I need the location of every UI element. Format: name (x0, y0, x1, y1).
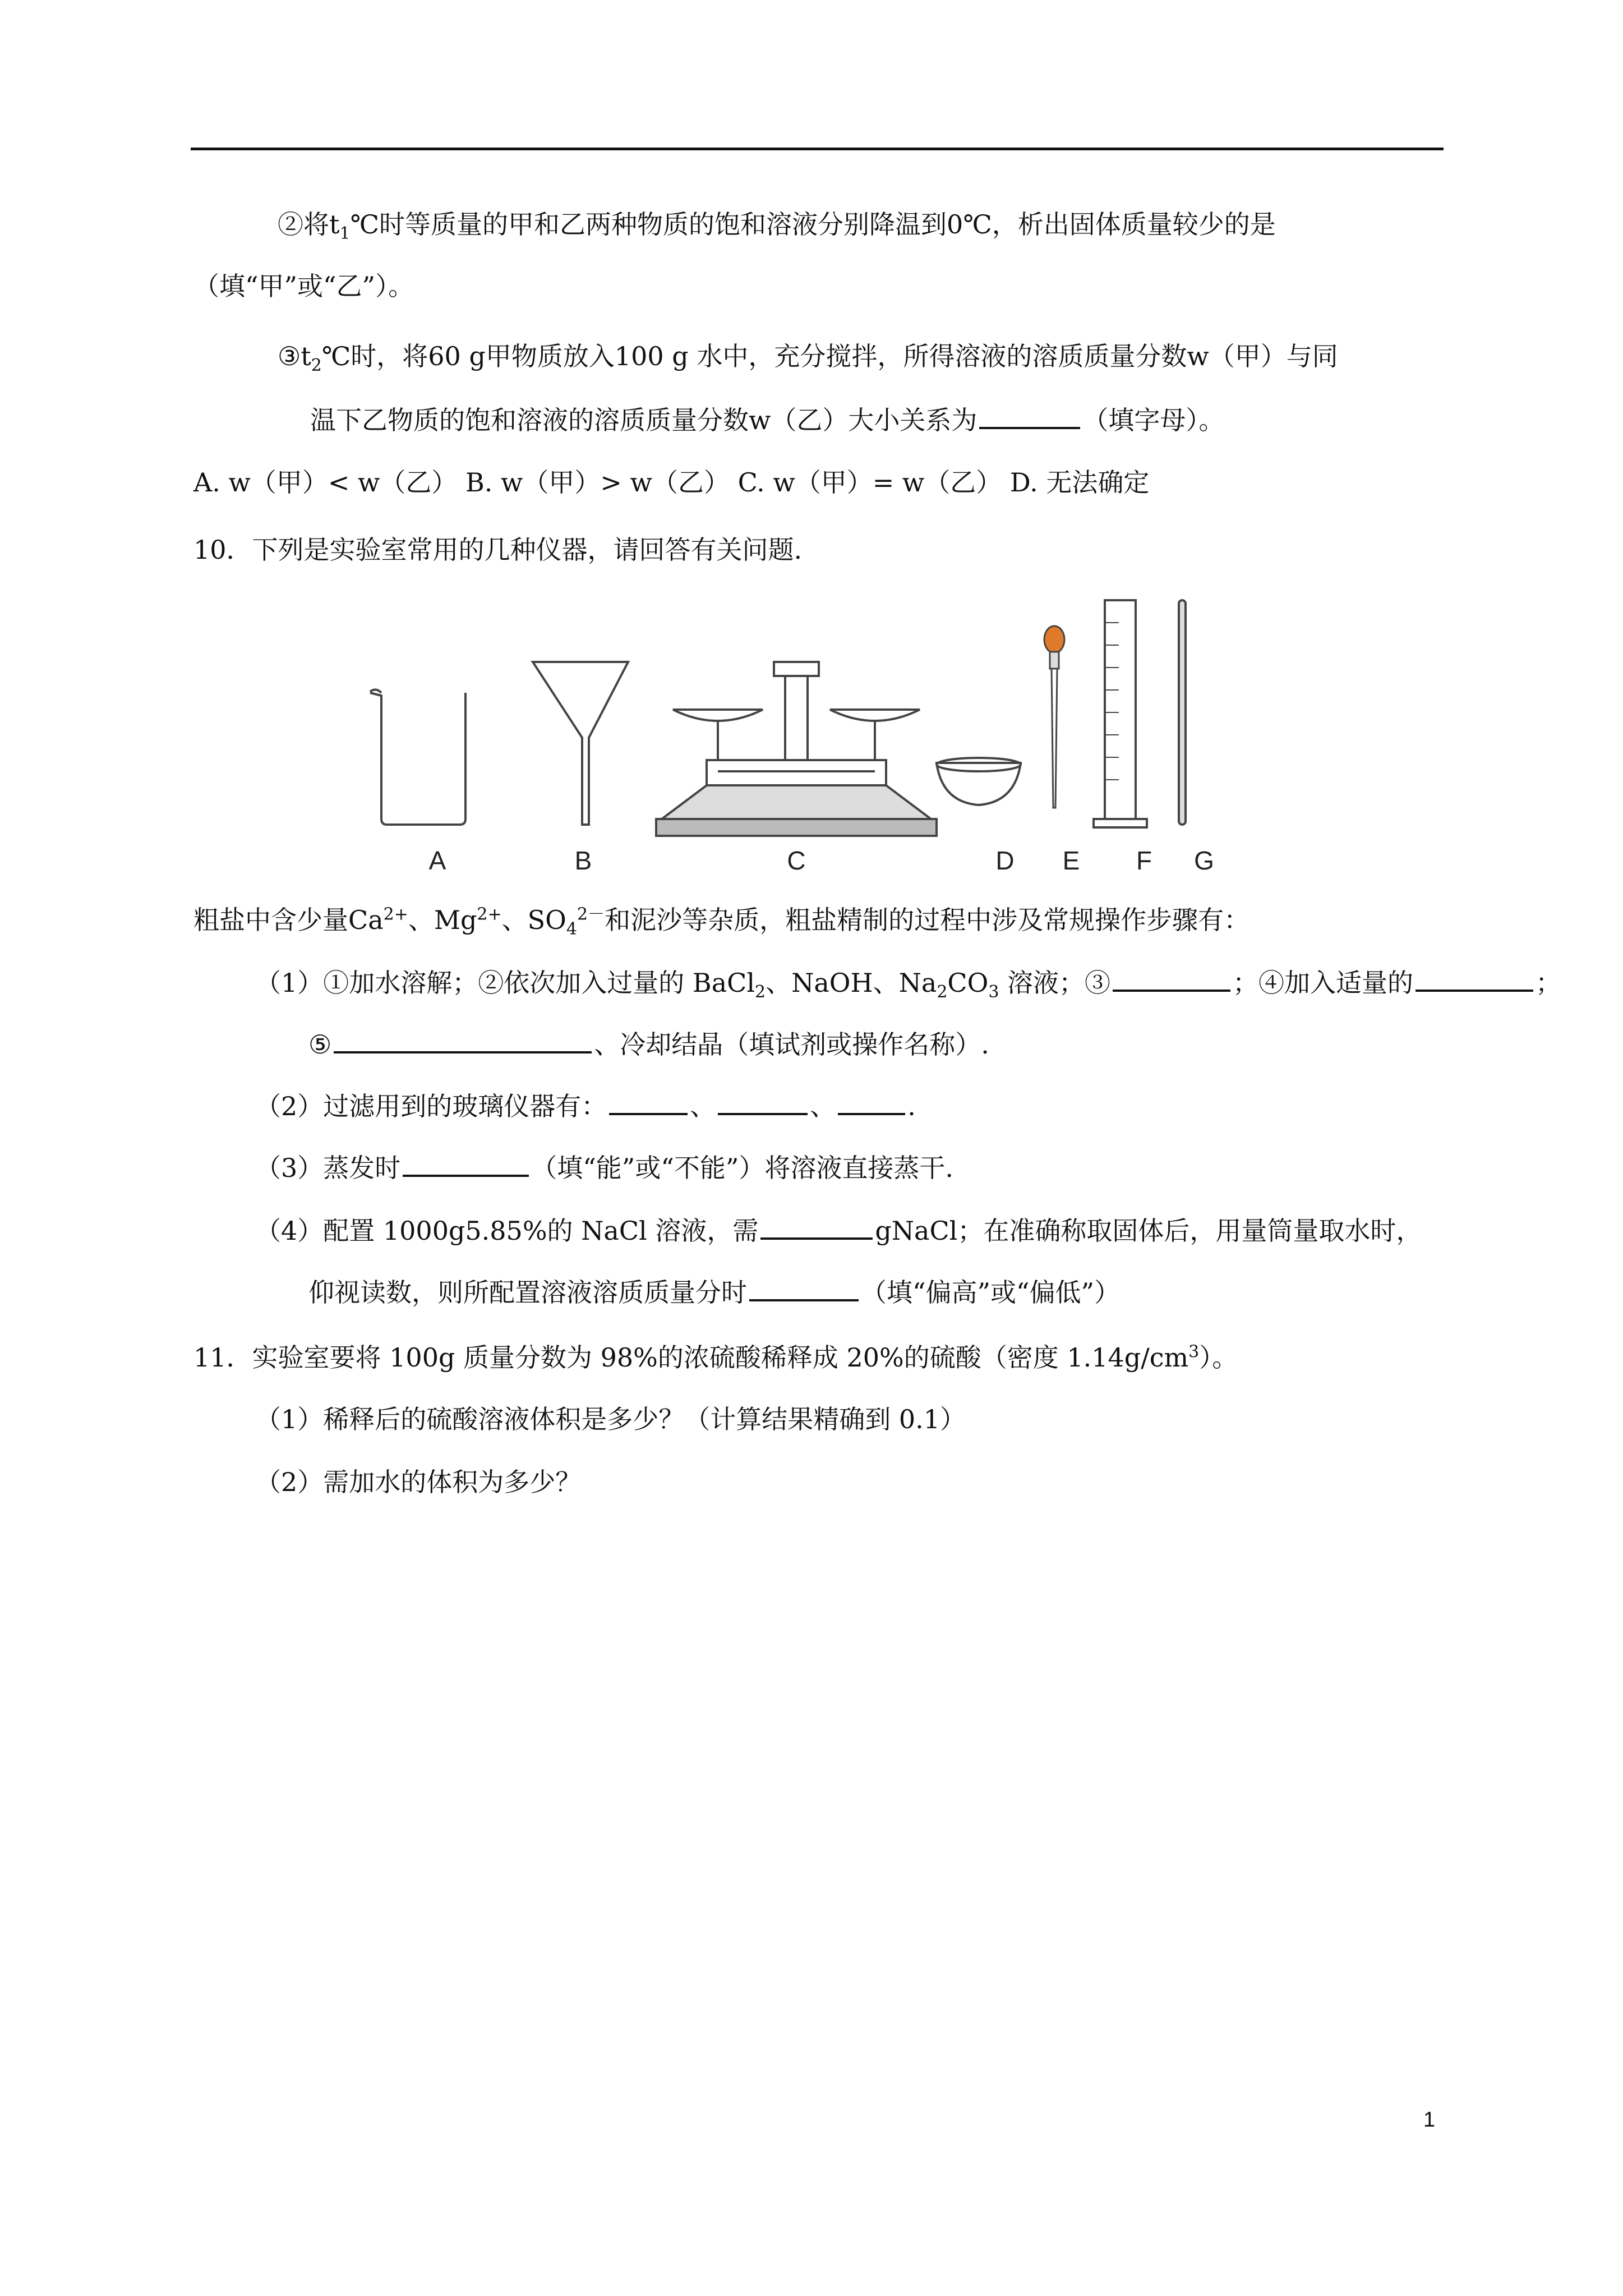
label-f: F (1136, 846, 1152, 875)
answer-blank[interactable] (760, 1212, 873, 1240)
question-11-stem: 11．实验室要将 100g 质量分数为 98%的浓硫酸稀释成 20%的硫酸（密度 $1.14g/cm^3$）。 (193, 1342, 1238, 1373)
question-9-2-line-1: ②将$t_1℃$时等质量的甲和乙两种物质的饱和溶液分别降温到0℃，析出固体质量较少的是 (278, 209, 1276, 244)
sub-question-3: （3）蒸发时 （填“能”或“不能”）将溶液直接蒸干. (255, 1149, 953, 1185)
header-rule (191, 148, 1444, 150)
question-11-2: （2）需加水的体积为多少？ (255, 1467, 582, 1497)
glass-rod-icon (1179, 600, 1186, 825)
label-b: B (574, 846, 592, 875)
sub-question-4-line-2: 仰视读数，则所配置溶液溶质质量分时 （填“偏高”或“偏低”） (308, 1273, 1120, 1309)
beaker-icon (370, 689, 465, 825)
question-11-1: （1）稀释后的硫酸溶液体积是多少？（计算结果精确到 0.1） (255, 1404, 966, 1434)
answer-blank[interactable] (718, 1087, 808, 1115)
question-9-3-line-1: $③t_2℃$时，将60 g甲物质放入100 g 水中，充分搅拌，所得溶液的溶质质量分数w（甲）与同 (278, 341, 1338, 376)
sub-question-1-line-1: （1）①加水溶解；②依次加入过量的 BaCl$_2$、NaOH、$Na_2CO_3$ 溶液；③ ；④加入适量的 ； (255, 964, 1561, 1000)
answer-blank[interactable] (403, 1149, 529, 1177)
evaporating-dish-icon (937, 758, 1021, 805)
sub-question-4-line-1: （4）配置 1000g5.85%的 NaCl 溶液，需 gNaCl；在准确称取固体后，用量筒量取水时， (255, 1212, 1422, 1248)
balance-icon (656, 662, 937, 836)
answer-blank[interactable] (1113, 964, 1230, 992)
sub-question-2: （2）过滤用到的玻璃仪器有： 、 、 . (255, 1087, 916, 1123)
question-10-stem: 10．下列是实验室常用的几种仪器，请回答有关问题. (193, 535, 803, 565)
dropper-icon (1044, 626, 1064, 808)
question-9-options: A. w（甲）< w（乙） B. w（甲）> w（乙） C. w（甲）= w（乙） D. 无法确定 (193, 467, 1150, 498)
lab-instruments-figure (359, 583, 1267, 875)
question-9-3-line-2: 温下乙物质的饱和溶液的溶质质量分数w（乙）大小关系为 （填字母）。 (310, 401, 1224, 437)
label-e: E (1062, 846, 1080, 875)
answer-blank[interactable] (1415, 964, 1533, 992)
answer-blank[interactable] (609, 1087, 688, 1115)
question-9-2-line-2: （填“甲”或“乙”）。 (193, 271, 414, 301)
label-d: D (995, 846, 1015, 875)
answer-blank[interactable] (838, 1087, 905, 1115)
label-g: G (1194, 846, 1214, 875)
graduated-cylinder-icon (1094, 600, 1147, 827)
sub-question-1-line-2: ⑤ 、冷却结晶（填试剂或操作名称）. (308, 1025, 989, 1061)
answer-blank[interactable] (749, 1273, 859, 1301)
label-a: A (428, 846, 446, 875)
salt-impurities-line: 粗盐中含少量$Ca^{2+}$、$Mg^{2+}$、$SO_4^{2-}$和泥沙等杂质，粗盐精制的过程中涉及常规操作步骤有： (193, 904, 1250, 940)
label-c: C (787, 846, 806, 875)
page-number: 1 (1423, 2108, 1436, 2132)
answer-blank[interactable] (334, 1025, 592, 1053)
answer-blank[interactable] (979, 401, 1080, 429)
funnel-icon (533, 662, 628, 825)
